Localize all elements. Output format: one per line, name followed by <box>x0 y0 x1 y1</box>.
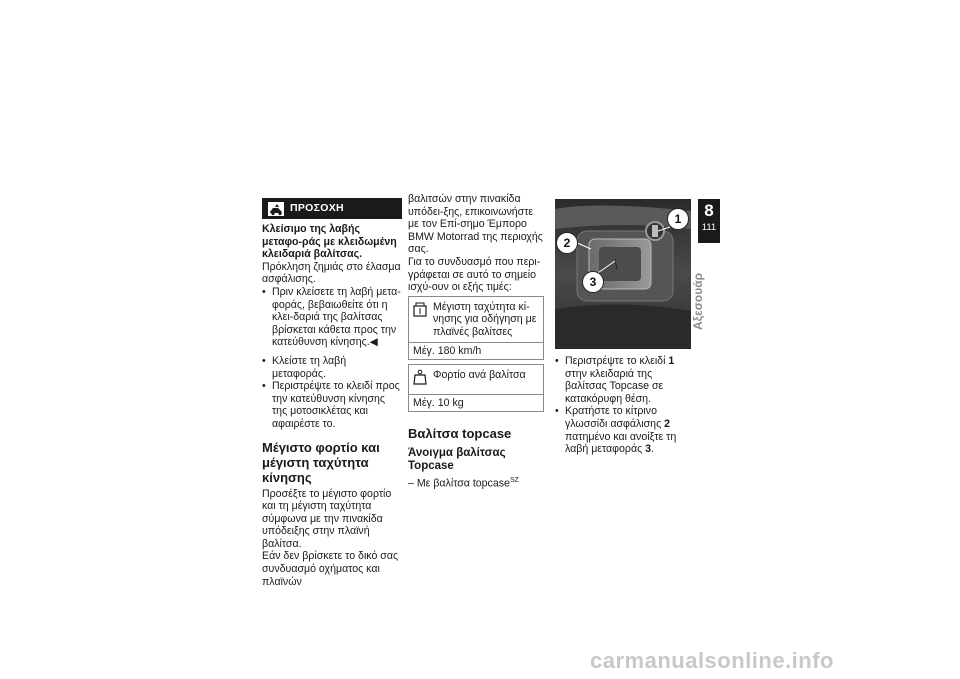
warning-banner <box>262 198 402 219</box>
column-3 <box>555 199 691 456</box>
callout-3: 3 <box>582 271 604 293</box>
paragraph: βαλιτσών στην πινακίδα υπόδει-ξης, επικοινωνήστε με τον Επί-σημο Έμπορο BMW Motorrad της περιοχής σας. <box>408 193 543 256</box>
chapter-label: Αξεσουάρ <box>691 272 705 330</box>
spec-label: Μέγιστη ταχύτητα κί-νησης για οδήγηση με πλαϊνές βαλίτσες <box>433 300 537 338</box>
spec-value: Μέγ. 10 kg <box>413 396 464 409</box>
subsection-title: Άνοιγμα βαλίτσας Topcase <box>408 447 506 473</box>
chapter-tab <box>698 199 720 243</box>
page-number: 111 <box>701 222 717 233</box>
weight-icon <box>413 369 427 391</box>
paragraph: Εάν δεν βρίσκετε το δικό σας συνδυασμό οχήματος και πλαϊνών <box>262 550 399 588</box>
spec-table-load <box>408 364 544 412</box>
steps-left-list <box>262 355 402 431</box>
list-item: • Πριν κλείσετε τη λαβή μετα-φοράς, βεβαιωθείτε ότι η κλει-δαριά της βαλίτσας βρίσκεται κάθετα προς την κατεύθυνση κίνησης.◀ <box>262 286 402 349</box>
list-item: • Κλείστε τη λαβή μεταφοράς. <box>262 355 402 380</box>
warning-vehicle-icon <box>268 202 284 216</box>
section-title-max-load: Μέγιστο φορτίο και μέγιστη ταχύτητα κίνησης <box>262 439 380 485</box>
list-item: • Κρατήστε το κίτρινο γλωσσίδι ασφάλισης 2 πατημένο και ανοίξτε τη λαβή μεταφοράς 3. <box>555 405 691 455</box>
section-title-topcase: Βαλίτσα topcase <box>408 426 512 442</box>
warning-text: Πρόκληση ζημιάς στο έλασμα ασφάλισης. <box>262 260 401 286</box>
paragraph: Για το συνδυασμό που περι-γράφεται σε αυτό το σημείο ισχύ-ουν οι εξής τιμές: <box>408 255 541 294</box>
spec-table-speed <box>408 296 544 360</box>
end-marker-icon: ◀ <box>369 336 378 349</box>
warning-list <box>262 286 402 349</box>
steps-right-list <box>555 355 691 456</box>
list-item: • Περιστρέψτε το κλειδί 1 στην κλειδαριά της βαλίτσας Topcase σε κατακόρυφη θέση. <box>555 355 691 405</box>
spec-value: Μέγ. 180 km/h <box>413 344 482 357</box>
column-2 <box>408 193 544 490</box>
chapter-number: 8 <box>704 201 714 220</box>
watermark: carmanualsonline.info <box>590 648 834 673</box>
luggage-icon <box>413 301 427 339</box>
spec-label: Φορτίο ανά βαλίτσα <box>433 369 526 382</box>
list-item: • Περιστρέψτε το κλειδί προς την κατεύθυνση κίνησης της μοτοσικλέτας και αφαιρέστε το. <box>262 380 402 430</box>
callout-2: 2 <box>556 232 578 254</box>
column-1 <box>262 198 402 588</box>
condition-text: – Με βαλίτσα topcase$^{SZ}$ <box>408 477 519 490</box>
topcase-photo <box>555 199 691 349</box>
paragraph: Προσέξτε το μέγιστο φορτίο και τη μέγιστη ταχύτητα σύμφωνα με την πινακίδα υπόδειξης στην πλαϊνή βαλίτσα. <box>262 487 392 550</box>
callout-1: 1 <box>667 208 689 230</box>
warning-heading: Κλείσιμο της λαβής μεταφο-ράς με κλειδωμένη κλειδαριά βαλίτσας. <box>262 223 397 261</box>
warning-title: ΠΡΟΣΟΧΗ <box>290 202 344 215</box>
